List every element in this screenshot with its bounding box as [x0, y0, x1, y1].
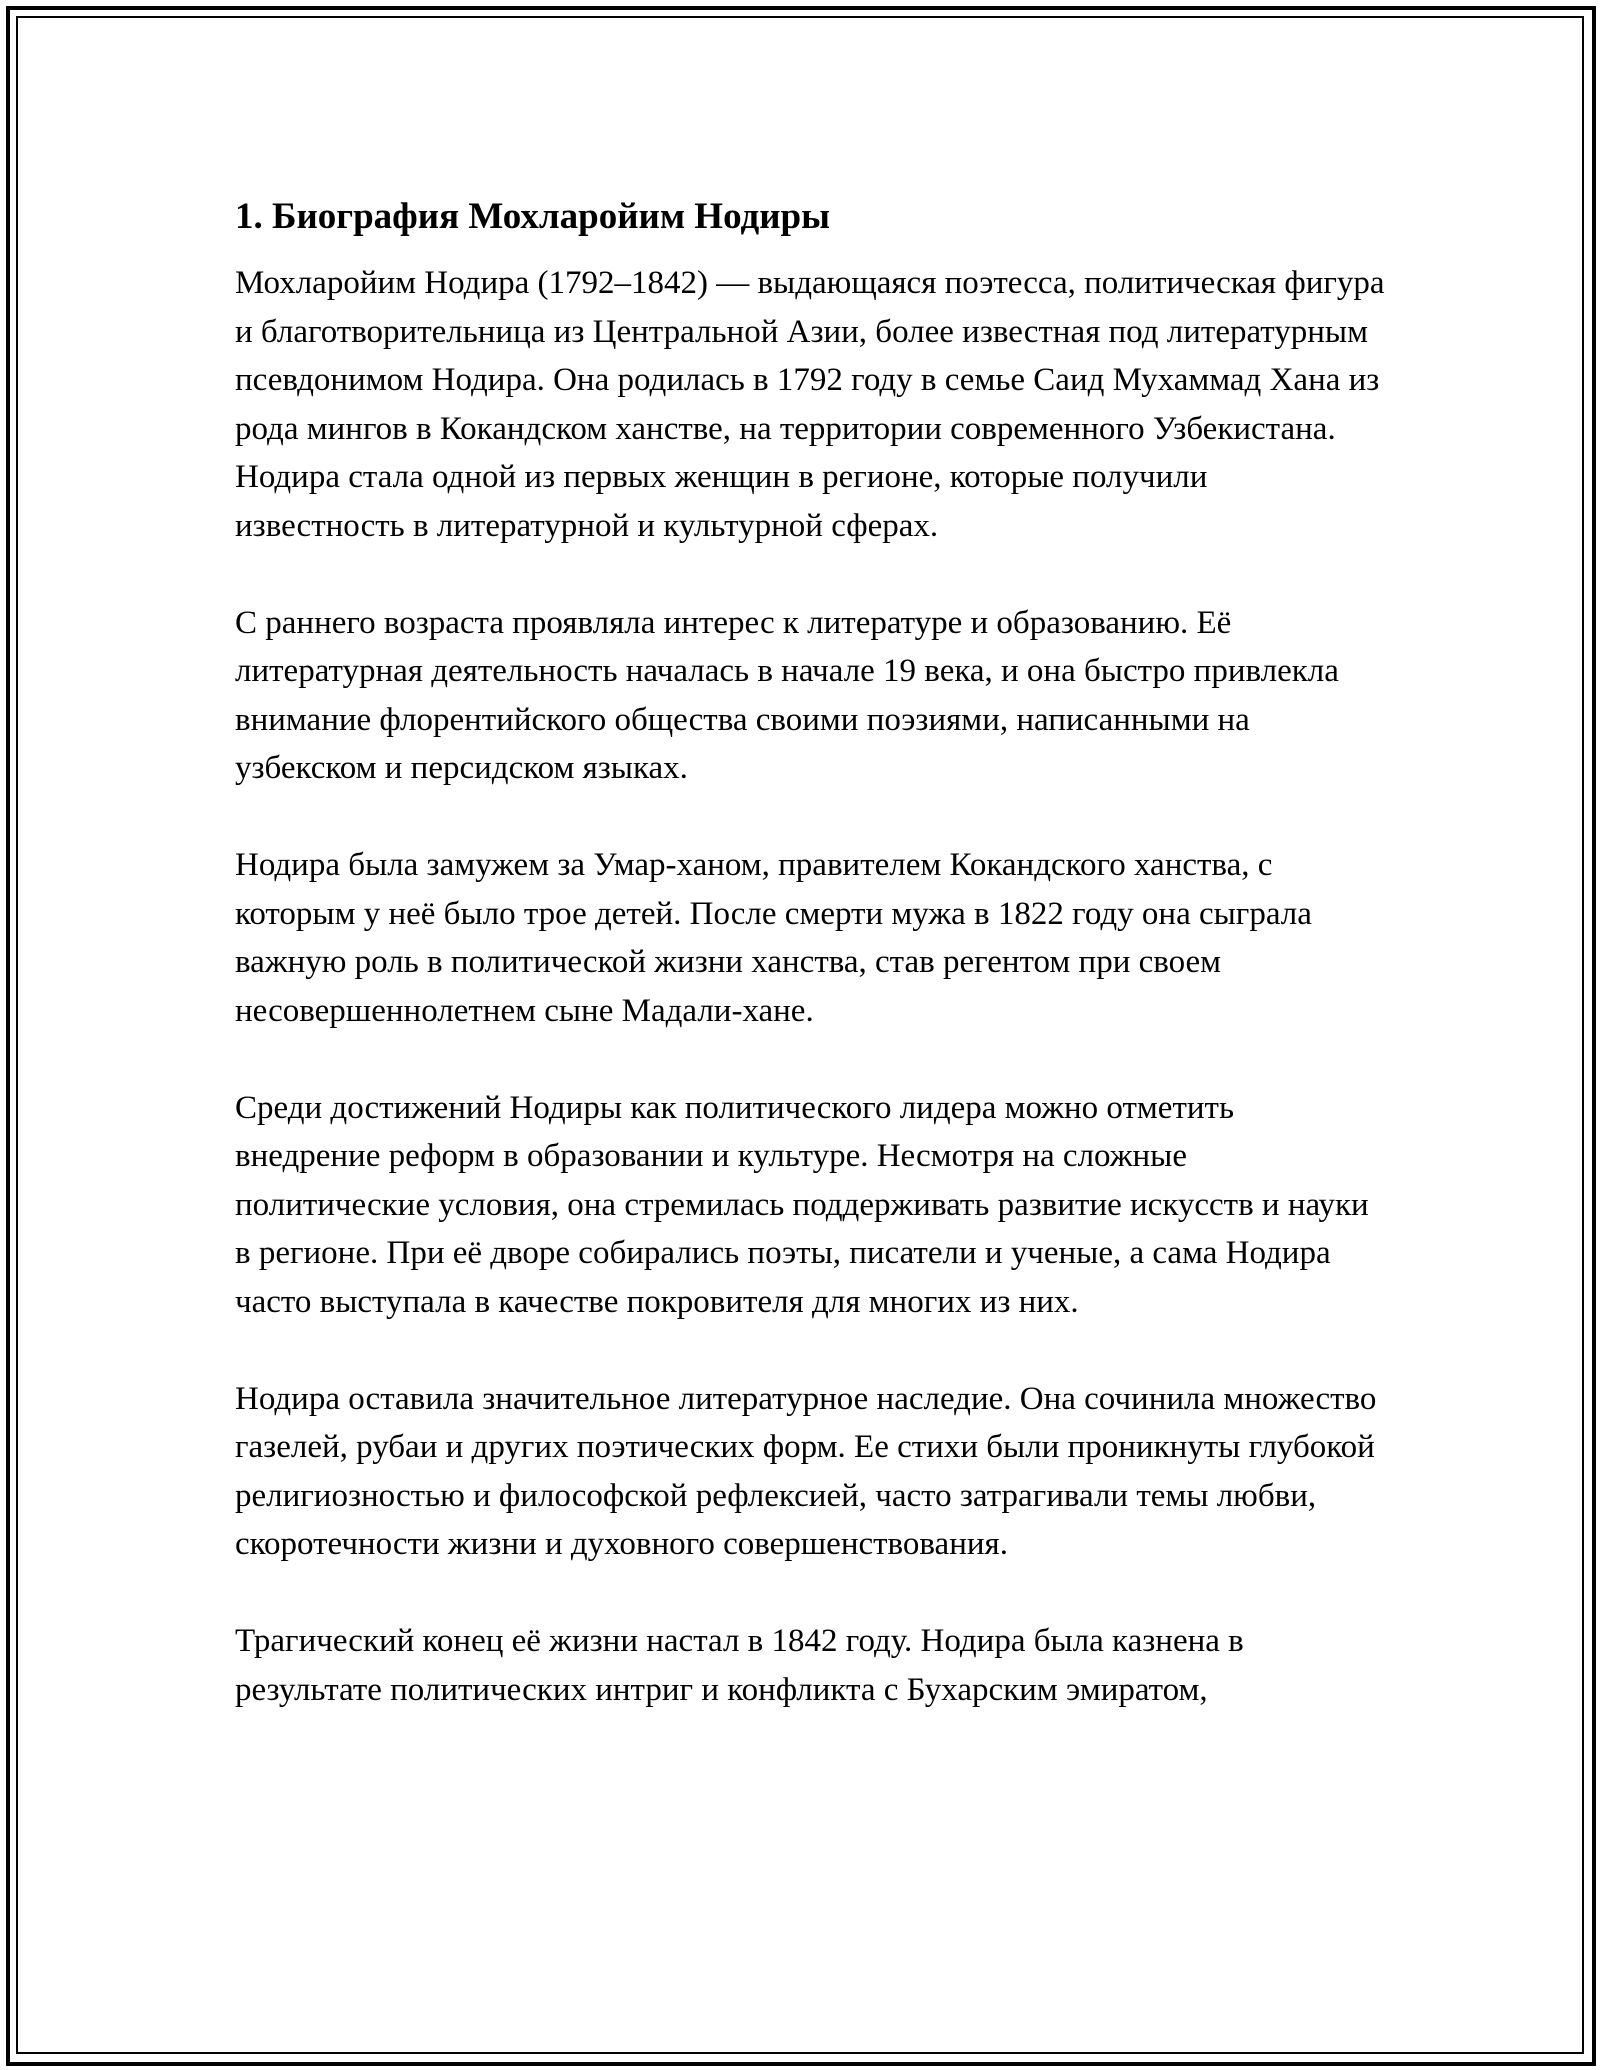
paragraph-3: Нодира была замужем за Умар-ханом, правителем Кокандского ханства, с которым у неё было трое детей. После смерти мужа в 1822 году она сыграла важную роль в политической жизни ханства, став регентом при своем несовершеннолетнем сыне Мадали-хане.	[235, 847, 1312, 1029]
section-heading: 1. Биография Мохларойим Нодиры	[235, 196, 830, 237]
paragraph-2: С раннего возраста проявляла интерес к литературе и образованию. Её литературная деятельность началась в начале 19 века, и она быстро привлекла внимание флорентийского общества своими поэзиями, написанными на узбекском и персидском языках.	[235, 604, 1339, 786]
paragraph-6: Трагический конец её жизни настал в 1842 году. Нодира была казнена в результате политических интриг и конфликта с Бухарским эмиратом,	[235, 1623, 1244, 1708]
paragraph-5: Нодира оставила значительное литературное наследие. Она сочинила множество газелей, рубаи и других поэтических форм. Ее стихи были проникнуты глубокой религиозностью и философской рефлексией, часто затрагивали темы любви, скоротечности жизни и духовного совершенствования.	[235, 1380, 1377, 1562]
document-body	[235, 178, 1385, 1763]
paragraph-4: Среди достижений Нодиры как политического лидера можно отметить внедрение реформ в образовании и культуре. Несмотря на сложные политические условия, она стремилась поддерживать развитие искусств и науки в регионе. При её дворе собирались поэты, писатели и ученые, а сама Нодира часто выступала в качестве покровителя для многих из них.	[235, 1089, 1369, 1320]
paragraph-1: Мохларойим Нодира (1792–1842) — выдающаяся поэтесса, политическая фигура и благотворительница из Центральной Азии, более известная под литературным псевдонимом Нодира. Она родилась в 1792 году в семье Саид Мухаммад Хана из рода мингов в Кокандском ханстве, на территории современного Узбекистана. Нодира стала одной из первых женщин в регионе, которые получили известность в литературной и культурной сферах.	[235, 265, 1385, 544]
